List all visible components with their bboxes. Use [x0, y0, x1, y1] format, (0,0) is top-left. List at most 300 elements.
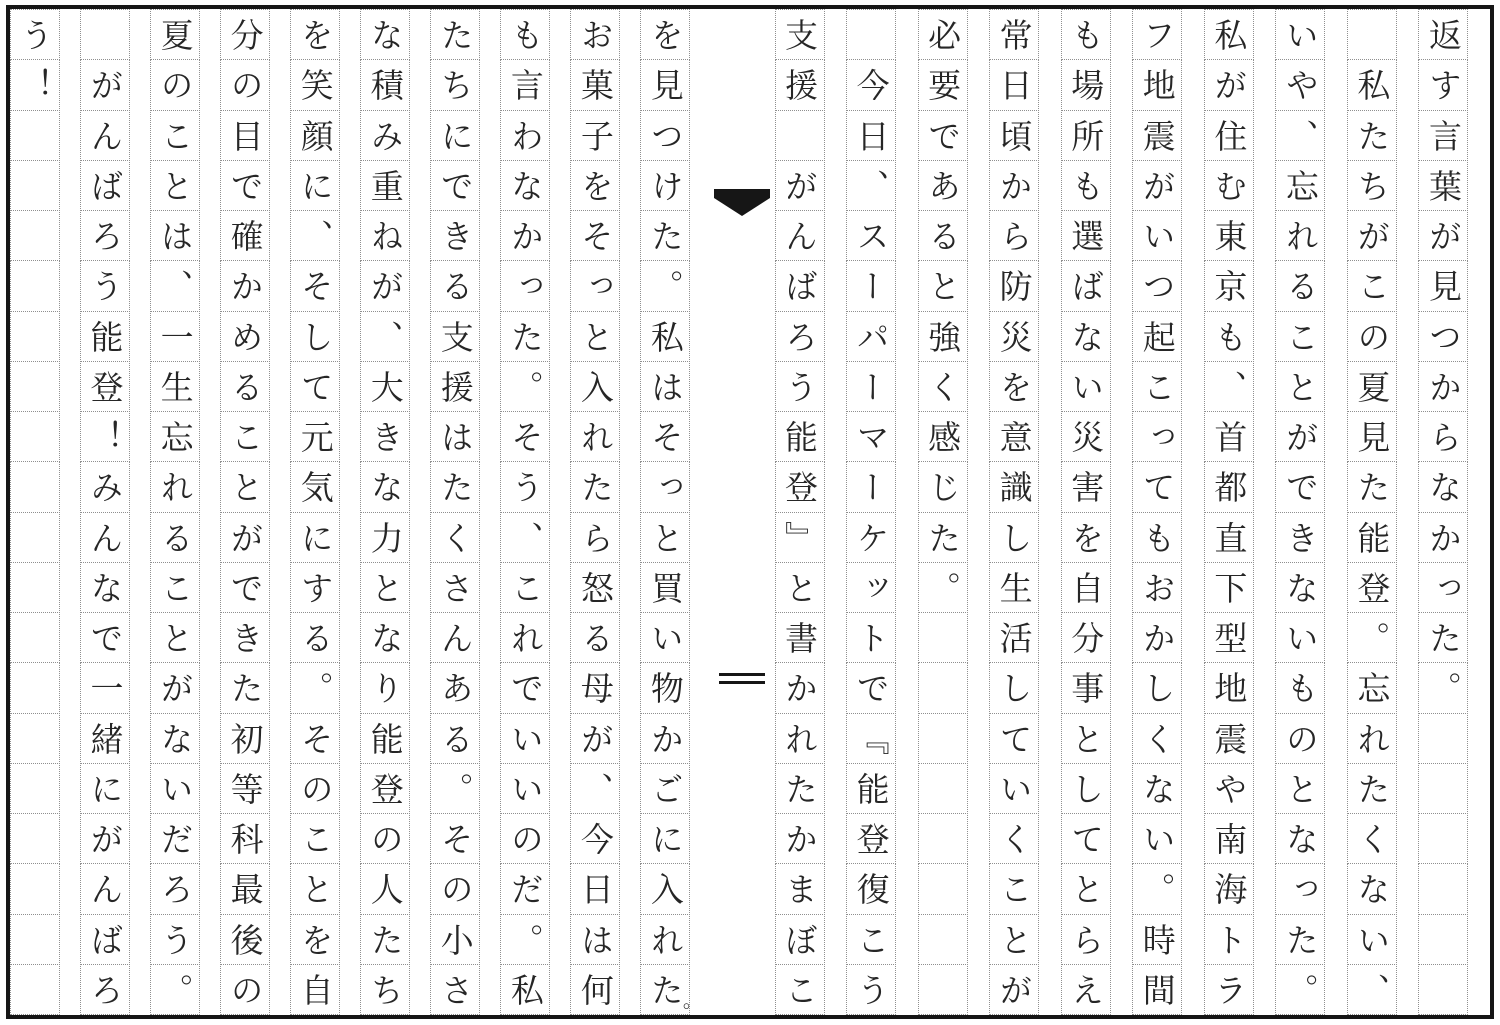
double-line-top — [719, 673, 765, 676]
character-cell: そ — [290, 713, 340, 764]
column-cell-stack — [360, 9, 410, 1015]
character-cell: が — [1132, 160, 1182, 211]
column-cell-stack — [1418, 9, 1468, 1015]
character-cell — [10, 160, 60, 211]
character-cell: 初 — [220, 713, 270, 764]
character-cell: し — [1061, 763, 1111, 814]
character-cell: 緒 — [80, 713, 130, 764]
character-cell: 都 — [1204, 461, 1254, 512]
character-cell: 、 — [846, 160, 896, 211]
character-cell: 日 — [989, 59, 1039, 110]
column-cell-stack — [430, 9, 480, 1015]
character-cell: の — [150, 59, 200, 110]
character-cell: と — [290, 863, 340, 914]
character-cell: で — [220, 562, 270, 613]
character-cell: 支 — [775, 9, 825, 60]
character-cell: 、 — [290, 210, 340, 261]
character-cell: 、 — [1275, 110, 1325, 161]
character-cell: も — [1132, 512, 1182, 563]
character-cell: 葉 — [1418, 160, 1468, 211]
character-cell: が — [1204, 59, 1254, 110]
character-cell: な — [500, 160, 550, 211]
character-cell: が — [1418, 210, 1468, 261]
character-cell: 、 — [150, 260, 200, 311]
character-cell — [10, 210, 60, 261]
column-cell-stack — [10, 9, 60, 1015]
character-cell: め — [220, 311, 270, 362]
character-cell: の — [220, 964, 270, 1015]
character-cell: う — [150, 914, 200, 965]
character-cell: た — [1347, 763, 1397, 814]
character-cell: 。 — [150, 964, 200, 1015]
character-cell: か — [1132, 612, 1182, 663]
character-cell: 自 — [290, 964, 340, 1015]
character-cell — [1418, 863, 1468, 914]
character-cell: な — [360, 461, 410, 512]
character-cell: も — [1061, 160, 1111, 211]
character-cell: て — [290, 361, 340, 412]
character-cell: か — [775, 813, 825, 864]
character-cell: の — [500, 813, 550, 864]
character-cell: く — [989, 813, 1039, 864]
character-cell: き — [220, 612, 270, 663]
character-cell: く — [918, 361, 968, 412]
double-line-mark-icon — [719, 673, 765, 689]
character-cell: る — [430, 713, 480, 764]
character-cell — [10, 763, 60, 814]
character-cell: た — [1347, 461, 1397, 512]
character-cell: 地 — [1132, 59, 1182, 110]
character-cell: い — [1275, 9, 1325, 60]
character-cell: と — [1275, 361, 1325, 412]
character-cell: あ — [430, 662, 480, 713]
text-column-right-5 — [1132, 9, 1204, 1015]
character-cell: 怒 — [570, 562, 620, 613]
character-cell: が — [1347, 210, 1397, 261]
character-cell: い — [1275, 612, 1325, 663]
character-cell: 場 — [1061, 59, 1111, 110]
column-cell-stack — [640, 9, 692, 1022]
character-cell: い — [1132, 210, 1182, 261]
furigana-gap — [200, 9, 220, 1015]
character-cell: て — [989, 713, 1039, 764]
character-cell: う — [775, 361, 825, 412]
column-cell-stack — [1132, 9, 1182, 1015]
text-column-right-10 — [775, 9, 847, 1015]
character-cell: う — [846, 964, 896, 1015]
character-cell: 所 — [1061, 110, 1111, 161]
character-cell: そ — [430, 813, 480, 864]
character-cell: ば — [1061, 260, 1111, 311]
character-cell: を — [290, 914, 340, 965]
character-cell: 今 — [846, 59, 896, 110]
character-cell: 防 — [989, 260, 1039, 311]
character-cell — [10, 361, 60, 412]
character-cell: 気 — [290, 461, 340, 512]
character-cell: 忘 — [150, 411, 200, 462]
character-cell — [10, 512, 60, 563]
character-cell: す — [290, 562, 340, 613]
character-cell: こ — [500, 562, 550, 613]
character-cell: 自 — [1061, 562, 1111, 613]
character-cell: マ — [846, 411, 896, 462]
character-cell — [10, 311, 60, 362]
column-cell-stack — [1204, 9, 1254, 1015]
character-cell: 、 — [1347, 964, 1397, 1015]
character-cell: う — [10, 9, 60, 60]
character-cell: 分 — [1061, 612, 1111, 663]
text-column-right-9 — [846, 9, 918, 1015]
character-cell: な — [1275, 813, 1325, 864]
character-cell: い — [500, 713, 550, 764]
furigana-gap — [410, 9, 430, 1015]
character-cell: ん — [430, 612, 480, 663]
character-cell: ろ — [80, 210, 130, 261]
character-cell: に — [430, 110, 480, 161]
character-cell: ト — [846, 612, 896, 663]
character-cell: 直 — [1204, 512, 1254, 563]
character-cell: も — [1061, 9, 1111, 60]
character-cell: 識 — [989, 461, 1039, 512]
character-cell: が — [989, 964, 1039, 1015]
character-cell: 日 — [570, 863, 620, 914]
character-cell: 最 — [220, 863, 270, 914]
character-cell: で — [918, 110, 968, 161]
column-cell-stack — [570, 9, 620, 1015]
character-cell: た — [500, 311, 550, 362]
character-cell: 援 — [775, 59, 825, 110]
character-cell: の — [360, 813, 410, 864]
character-cell: い — [1132, 813, 1182, 864]
character-cell: か — [989, 160, 1039, 211]
character-cell: れ — [1347, 713, 1397, 764]
character-cell: ご — [640, 763, 690, 814]
character-cell: 。 — [1275, 964, 1325, 1015]
character-cell: 入 — [640, 863, 690, 914]
character-cell: お — [570, 9, 620, 60]
character-cell: 夏 — [1347, 361, 1397, 412]
character-cell: っ — [1275, 863, 1325, 914]
character-cell: ん — [775, 210, 825, 261]
character-cell: つ — [640, 110, 690, 161]
character-cell: で — [500, 662, 550, 713]
character-cell: い — [1347, 914, 1397, 965]
character-cell: は — [150, 210, 200, 261]
character-cell: な — [1347, 863, 1397, 914]
character-cell — [1418, 763, 1468, 814]
character-cell: ら — [989, 210, 1039, 261]
character-cell: し — [1132, 662, 1182, 713]
character-cell: た — [1347, 110, 1397, 161]
character-cell: 見 — [1347, 411, 1397, 462]
character-cell: う — [500, 461, 550, 512]
character-cell: た — [570, 461, 620, 512]
character-cell — [918, 964, 968, 1015]
character-cell: 等 — [220, 763, 270, 814]
character-cell: が — [150, 662, 200, 713]
character-cell: と — [989, 914, 1039, 965]
character-cell: 強 — [918, 311, 968, 362]
character-cell: た 。 — [640, 964, 690, 1015]
character-cell: た — [430, 9, 480, 60]
character-cell: 登 — [360, 763, 410, 814]
text-column-right-8 — [918, 9, 990, 1015]
character-cell: こ — [1347, 260, 1397, 311]
character-cell: に — [290, 160, 340, 211]
character-cell: で — [846, 662, 896, 713]
character-cell: っ — [1418, 562, 1468, 613]
text-column-right-1 — [1418, 9, 1490, 1015]
character-cell: 東 — [1204, 210, 1254, 261]
character-cell: 生 — [989, 562, 1039, 613]
character-cell: は — [570, 914, 620, 965]
character-cell: ま — [775, 863, 825, 914]
character-cell: こ — [220, 411, 270, 462]
character-cell: 母 — [570, 662, 620, 713]
character-cell — [918, 763, 968, 814]
character-cell: ち — [360, 964, 410, 1015]
character-cell: と — [640, 512, 690, 563]
character-cell: る — [1275, 260, 1325, 311]
character-cell: る — [430, 260, 480, 311]
character-cell: と — [220, 461, 270, 512]
character-cell: 住 — [1204, 110, 1254, 161]
character-cell: が — [360, 260, 410, 311]
character-cell: 登 — [846, 813, 896, 864]
character-cell: い — [1061, 361, 1111, 412]
character-cell: と — [150, 612, 200, 663]
character-cell: 能 — [360, 713, 410, 764]
character-cell: き — [430, 210, 480, 261]
character-cell: ろ — [80, 964, 130, 1015]
character-cell: み — [360, 110, 410, 161]
character-cell: の — [220, 59, 270, 110]
character-cell — [918, 863, 968, 914]
character-cell: な — [1418, 461, 1468, 512]
character-cell: ち — [1347, 160, 1397, 211]
character-cell: け — [640, 160, 690, 211]
character-cell — [10, 411, 60, 462]
character-cell: 』 — [775, 512, 825, 563]
character-cell: な — [1275, 562, 1325, 613]
character-cell: さ — [430, 964, 480, 1015]
character-cell: で — [220, 160, 270, 211]
column-cell-stack — [220, 9, 270, 1015]
character-cell: パ — [846, 311, 896, 362]
character-cell: ば — [80, 160, 130, 211]
character-cell: ち — [430, 59, 480, 110]
furigana-gap — [1397, 9, 1419, 1015]
character-cell: 災 — [989, 311, 1039, 362]
character-cell: 震 — [1132, 110, 1182, 161]
character-cell: 返 — [1418, 9, 1468, 60]
character-cell: っ — [640, 461, 690, 512]
column-cell-stack — [80, 9, 130, 1015]
character-cell: 買 — [640, 562, 690, 613]
character-cell: し — [290, 311, 340, 362]
character-cell: す — [1418, 59, 1468, 110]
character-cell: 感 — [918, 411, 968, 462]
character-cell — [775, 110, 825, 161]
character-cell: く — [1347, 813, 1397, 864]
character-cell: 登 — [775, 461, 825, 512]
character-cell: れ — [640, 914, 690, 965]
character-cell: 私 — [500, 964, 550, 1015]
character-cell: 頃 — [989, 110, 1039, 161]
character-cell: い — [989, 763, 1039, 814]
character-cell: ！ — [80, 411, 130, 462]
character-cell: く — [430, 512, 480, 563]
character-cell: み — [80, 461, 130, 512]
character-cell: い — [500, 763, 550, 814]
character-cell: ろ — [775, 311, 825, 362]
character-cell: 。 — [290, 662, 340, 713]
character-cell: が — [80, 59, 130, 110]
character-cell: て — [1061, 813, 1111, 864]
character-cell: な — [1061, 311, 1111, 362]
character-cell: と — [918, 260, 968, 311]
character-cell: っ — [1132, 411, 1182, 462]
character-cell: た — [918, 512, 968, 563]
character-cell: そ — [570, 210, 620, 261]
character-cell — [1418, 914, 1468, 965]
fishtail-mark-icon — [714, 189, 770, 216]
furigana-gap — [968, 9, 990, 1015]
character-cell: と — [1061, 863, 1111, 914]
character-cell: で — [430, 160, 480, 211]
character-cell: 子 — [570, 110, 620, 161]
character-cell: な — [360, 612, 410, 663]
character-cell: 、 — [500, 512, 550, 563]
character-cell: 。 — [918, 562, 968, 613]
character-cell: と — [1061, 713, 1111, 764]
character-cell: る — [570, 612, 620, 663]
character-cell: た — [1418, 612, 1468, 663]
character-cell: は — [640, 361, 690, 412]
character-cell: 登 — [80, 361, 130, 412]
character-cell: じ — [918, 461, 968, 512]
character-cell: か — [640, 713, 690, 764]
character-cell — [1418, 813, 1468, 864]
character-cell: お — [1132, 562, 1182, 613]
column-cell-stack — [1061, 9, 1111, 1015]
character-cell: を — [290, 9, 340, 60]
character-cell: た — [430, 461, 480, 512]
character-cell — [918, 914, 968, 965]
character-cell: が — [1275, 411, 1325, 462]
character-cell — [10, 260, 60, 311]
column-cell-stack — [775, 9, 825, 1015]
character-cell: 入 — [570, 361, 620, 412]
furigana-gap — [1182, 9, 1204, 1015]
character-cell: 重 — [360, 160, 410, 211]
character-cell: 生 — [150, 361, 200, 412]
character-cell: に — [80, 763, 130, 814]
column-cell-stack — [918, 9, 968, 1015]
text-column-left-5 — [360, 9, 430, 1015]
text-column-left-9 — [80, 9, 150, 1015]
character-cell: こ — [1132, 361, 1182, 412]
character-cell: か — [1418, 361, 1468, 412]
character-cell: ん — [80, 512, 130, 563]
character-cell: ら — [1418, 411, 1468, 462]
character-cell: 一 — [150, 311, 200, 362]
character-cell: ろ — [150, 863, 200, 914]
character-cell: や — [1275, 59, 1325, 110]
furigana-gap — [1039, 9, 1061, 1015]
character-cell: れ — [570, 411, 620, 462]
character-cell: こ — [775, 964, 825, 1015]
character-cell: 。 — [500, 914, 550, 965]
character-cell: つ — [1418, 311, 1468, 362]
furigana-gap — [896, 9, 918, 1015]
character-cell: 型 — [1204, 612, 1254, 663]
character-cell — [918, 662, 968, 713]
character-cell: を — [989, 361, 1039, 412]
character-cell: 今 — [570, 813, 620, 864]
character-cell: れ — [775, 713, 825, 764]
character-cell: 登 — [1347, 562, 1397, 613]
character-cell: ラ — [1204, 964, 1254, 1015]
text-column-right-2 — [1347, 9, 1419, 1015]
character-cell: に — [640, 813, 690, 864]
character-cell: フ — [1132, 9, 1182, 60]
character-cell: を — [640, 9, 690, 60]
character-cell: ス — [846, 210, 896, 261]
character-cell: っ — [570, 260, 620, 311]
character-cell: 海 — [1204, 863, 1254, 914]
column-cell-stack — [846, 9, 896, 1015]
character-cell: 能 — [775, 411, 825, 462]
character-cell: ー — [846, 461, 896, 512]
character-cell: れ — [500, 612, 550, 663]
character-cell: 一 — [80, 662, 130, 713]
character-cell: 能 — [80, 311, 130, 362]
character-cell: る — [220, 361, 270, 412]
character-cell — [1418, 964, 1468, 1015]
character-cell: こ — [1275, 311, 1325, 362]
character-cell: か — [500, 210, 550, 261]
text-column-left-7 — [220, 9, 290, 1015]
manuscript-page-left — [10, 9, 710, 1022]
character-cell: 能 — [846, 763, 896, 814]
character-cell: 、 — [570, 763, 620, 814]
character-cell: か — [775, 662, 825, 713]
character-cell: 起 — [1132, 311, 1182, 362]
character-cell: つ — [1132, 260, 1182, 311]
character-cell: 支 — [430, 311, 480, 362]
manuscript-sheet — [6, 5, 1494, 1022]
text-column-right-7 — [989, 9, 1061, 1015]
furigana-gap — [130, 9, 150, 1015]
character-cell: 目 — [220, 110, 270, 161]
character-cell: そ — [290, 260, 340, 311]
character-cell: わ — [500, 110, 550, 161]
character-cell: ば — [80, 914, 130, 965]
text-column-left-1 — [640, 9, 710, 1022]
character-cell: 忘 — [1275, 160, 1325, 211]
character-cell: る — [290, 612, 340, 663]
character-cell: が — [570, 713, 620, 764]
character-cell: た — [640, 210, 690, 261]
character-cell: 地 — [1204, 662, 1254, 713]
character-cell: い — [640, 612, 690, 663]
text-column-left-8 — [150, 9, 220, 1015]
character-cell: 私 — [1347, 59, 1397, 110]
character-cell: ッ — [846, 562, 896, 613]
character-cell: し — [989, 512, 1039, 563]
character-cell: と — [1275, 763, 1325, 814]
